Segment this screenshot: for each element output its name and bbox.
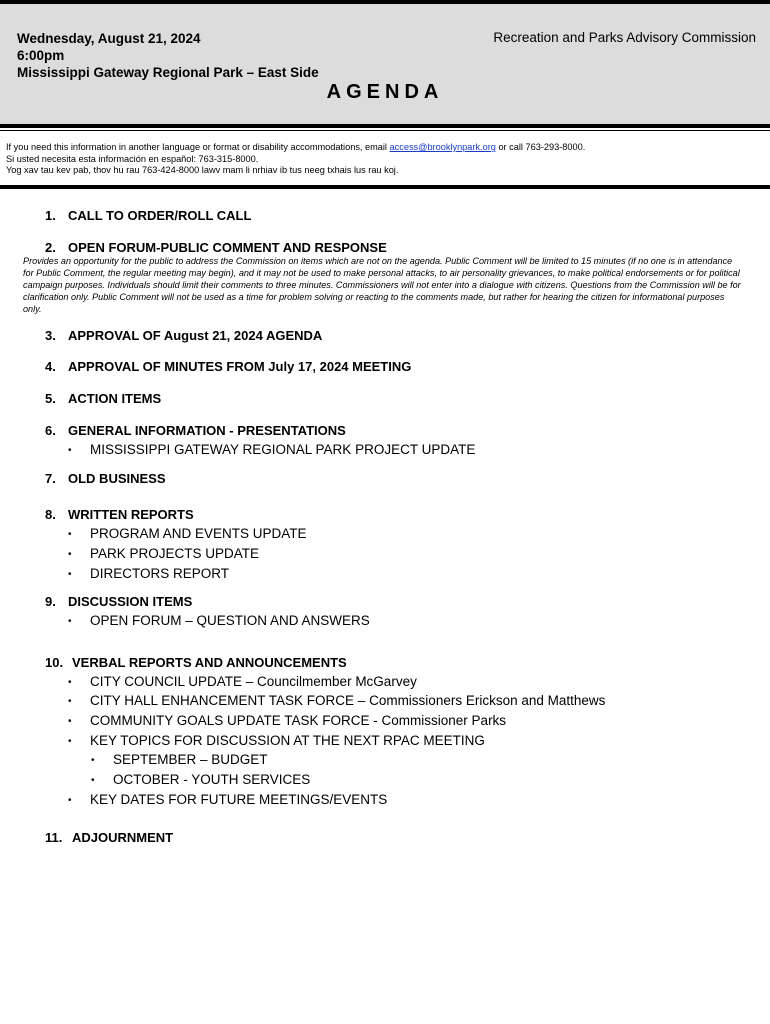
agenda-item-8: 8. WRITTEN REPORTS (45, 507, 194, 522)
bullet-icon: • (68, 569, 72, 580)
open-forum-description: Provides an opportunity for the public to address the Commission on items which are not on the agenda. Public Comment will be limited to 15 minutes (if no one is in attendance for Public Comment, the regular meeting may begin), and it may not be used to make personal attacks, to air personality grievances, to make political endorsements or for political campaign purposes. Individuals should limit their comments to three minutes. Commissioners will not enter into a dialogue with citizens. Questions from the Commission will be for clarification only. Public Comment will not be used as a time for problem solving or reacting to the comments made, but rather for hearing the citizen for informational purposes only. (23, 256, 741, 314)
bullet-icon: • (68, 795, 72, 806)
agenda-item-1: 1. CALL TO ORDER/ROLL CALL (45, 208, 252, 223)
list-item: • DIRECTORS REPORT (68, 566, 230, 581)
accessibility-notice (6, 142, 585, 177)
notice-line-1: If you need this information in another language or format or disability accommodations, email access@brooklynpark.org or call 763-293-8000. (6, 142, 586, 152)
agenda-item-7: 7. OLD BUSINESS (45, 471, 166, 486)
list-item: • PROGRAM AND EVENTS UPDATE (68, 526, 307, 541)
meeting-location: Mississippi Gateway Regional Park – East Side (17, 65, 319, 80)
list-item: • KEY TOPICS FOR DISCUSSION AT THE NEXT RPAC MEETING (68, 733, 485, 748)
header-divider-thin (0, 130, 770, 131)
bullet-icon: • (68, 736, 72, 747)
email-link[interactable]: access@brooklynpark.org (389, 142, 496, 152)
page-title: AGENDA (326, 81, 444, 103)
bullet-icon: • (91, 775, 95, 786)
list-item-nested: • OCTOBER - YOUTH SERVICES (91, 772, 311, 787)
meeting-meta (17, 30, 319, 81)
agenda-item-3: 3. APPROVAL OF August 21, 2024 AGENDA (45, 328, 323, 343)
agenda-item-9: 9. DISCUSSION ITEMS (45, 594, 193, 609)
bullet-icon: • (68, 716, 72, 727)
agenda-item-2: 2. OPEN FORUM-PUBLIC COMMENT AND RESPONSE (45, 240, 387, 255)
meeting-date: Wednesday, August 21, 2024 (17, 31, 201, 46)
organization-name: Recreation and Parks Advisory Commission (493, 30, 756, 45)
list-item: • MISSISSIPPI GATEWAY REGIONAL PARK PROJECT UPDATE (68, 442, 476, 457)
agenda-item-5: 5. ACTION ITEMS (45, 391, 162, 406)
list-item: • COMMUNITY GOALS UPDATE TASK FORCE - Commissioner Parks (68, 713, 507, 728)
agenda-item-6: 6. GENERAL INFORMATION - PRESENTATIONS (45, 423, 346, 438)
meeting-time: 6:00pm (17, 48, 65, 63)
agenda-item-10: 10. VERBAL REPORTS AND ANNOUNCEMENTS (45, 655, 347, 670)
bullet-icon: • (68, 445, 72, 456)
list-item: • PARK PROJECTS UPDATE (68, 546, 260, 561)
list-item: • KEY DATES FOR FUTURE MEETINGS/EVENTS (68, 792, 388, 807)
list-item-nested: • SEPTEMBER – BUDGET (91, 752, 268, 767)
agenda-item-11: 11. ADJOURNMENT (45, 830, 174, 845)
list-item: • OPEN FORUM – QUESTION AND ANSWERS (68, 613, 370, 628)
bullet-icon: • (68, 549, 72, 560)
notice-divider (0, 185, 770, 189)
bullet-icon: • (68, 529, 72, 540)
bullet-icon: • (68, 696, 72, 707)
bullet-icon: • (68, 616, 72, 627)
notice-line-3: Yog xav tau kev pab, thov hu rau 763-424-8000 lawv mam li nrhiav ib tus neeg txhais lus rau koj. (6, 165, 399, 175)
bullet-icon: • (68, 677, 72, 688)
header-divider (0, 124, 770, 128)
list-item: • CITY HALL ENHANCEMENT TASK FORCE – Commissioners Erickson and Matthews (68, 693, 606, 708)
notice-line-2: Si usted necesita esta información en español: 763-315-8000. (6, 153, 259, 164)
bullet-icon: • (91, 755, 95, 766)
list-item: • CITY COUNCIL UPDATE – Councilmember McGarvey (68, 674, 417, 689)
agenda-item-4: 4. APPROVAL OF MINUTES FROM July 17, 2024 MEETING (45, 359, 412, 374)
agenda-header (0, 4, 770, 124)
